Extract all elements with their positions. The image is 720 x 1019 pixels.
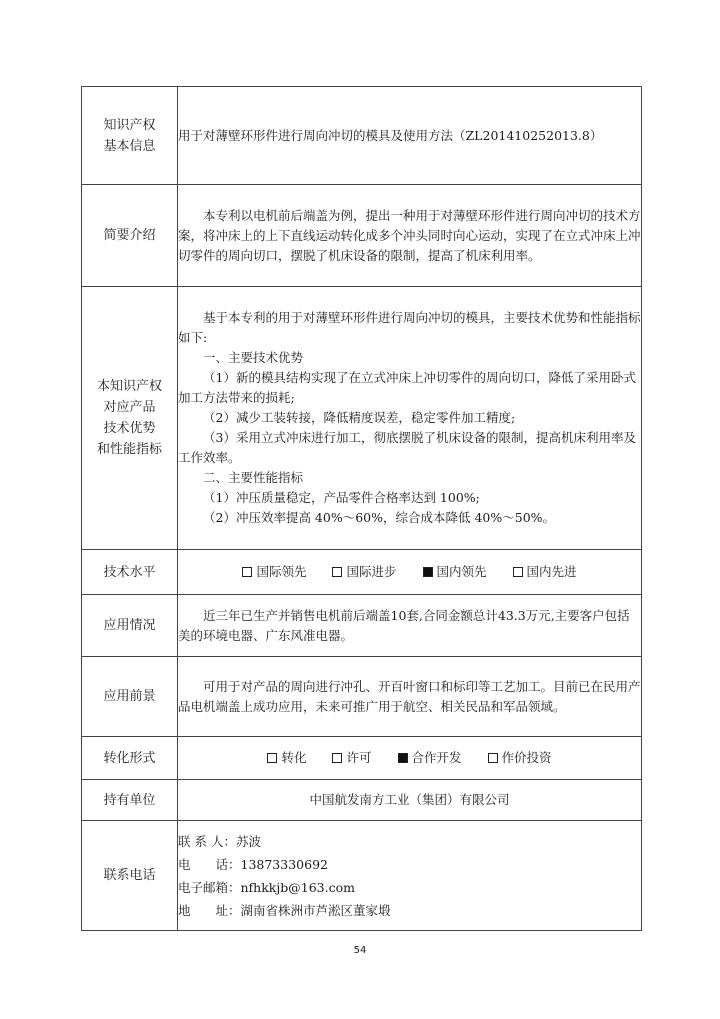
holder-name: 中国航发南方工业（集团）有限公司 xyxy=(309,792,510,807)
option-label: 国际进步 xyxy=(346,564,397,579)
option-transfer xyxy=(267,748,306,768)
label-holder xyxy=(82,780,178,821)
advantage-item-1: （1）新的模具结构实现了在立式冲床上冲切零件的周向切口，降低了采用卧式加工方法带来的损耗; xyxy=(178,370,636,405)
contact-address: 地 址：湖南省株洲市芦淞区董家塅 xyxy=(178,902,391,918)
summary-text: 本专利以电机前后端盖为例，提出一种用于对薄壁环形件进行周向冲切的技术方案，将冲床上的上下直线运动转化成多个冲头同时向心运动，实现了在立式冲床上冲切零件的周向切口，摆脱了机床设备的限制，提高了机床利用率。 xyxy=(178,207,641,263)
cell-basic-info xyxy=(178,87,642,185)
option-domestic-advanced xyxy=(513,562,577,582)
label-line: 和性能指标 xyxy=(96,442,162,457)
advantages-heading-2: 二、主要性能指标 xyxy=(203,470,304,485)
label-prospect xyxy=(82,657,178,737)
label-summary xyxy=(82,185,178,287)
label-basic-info xyxy=(82,87,178,185)
info-table xyxy=(81,86,642,931)
checkbox-icon xyxy=(242,567,252,577)
label-line: 应用前景 xyxy=(103,689,156,704)
patent-title: 用于对薄壁环形件进行周向冲切的模具及使用方法（ZL201410252013.8） xyxy=(178,127,603,143)
cell-transform xyxy=(178,737,642,780)
cell-tech-level xyxy=(178,550,642,595)
option-label: 国内先进 xyxy=(526,564,577,579)
option-label: 国内领先 xyxy=(436,564,487,579)
row-basic-info xyxy=(82,87,642,185)
label-line: 技术水平 xyxy=(103,564,156,580)
option-label: 作价投资 xyxy=(501,750,552,765)
checkbox-icon xyxy=(332,567,342,577)
option-label: 国际领先 xyxy=(256,564,307,579)
advantage-item-2: （2）减少工装转接，降低精度误差，稳定零件加工精度; xyxy=(203,410,516,425)
row-contact xyxy=(82,821,642,931)
label-line: 本知识产权 xyxy=(96,379,162,394)
row-prospect xyxy=(82,657,642,737)
cell-advantages xyxy=(178,287,642,550)
label-tech-level xyxy=(82,550,178,595)
checkbox-checked-icon xyxy=(398,753,408,763)
option-domestic-leading xyxy=(423,562,487,582)
cell-holder xyxy=(178,780,642,821)
cell-application xyxy=(178,595,642,657)
option-cooperation xyxy=(398,748,462,768)
label-line: 技术优势 xyxy=(103,421,156,436)
label-line: 联系电话 xyxy=(103,868,156,883)
tech-level-options xyxy=(178,562,641,582)
cell-contact xyxy=(178,821,642,931)
checkbox-icon xyxy=(267,753,277,763)
option-international-leading xyxy=(242,562,306,582)
label-line: 持有单位 xyxy=(103,792,156,808)
option-label: 许可 xyxy=(346,750,372,765)
advantages-intro: 基于本专利的用于对薄壁环形件进行周向冲切的模具，主要技术优势和性能指标如下: xyxy=(178,310,641,345)
contact-phone: 电 话：13873330692 xyxy=(178,856,328,872)
row-application xyxy=(82,595,642,657)
row-tech-level xyxy=(82,550,642,595)
contact-email: 电子邮箱：nfhkkjb@163.com xyxy=(178,879,355,895)
label-transform xyxy=(82,737,178,780)
performance-item-1: （1）冲压质量稳定，产品零件合格率达到 100%; xyxy=(203,490,480,505)
label-line: 应用情况 xyxy=(103,618,156,633)
option-license xyxy=(332,748,371,768)
performance-item-2: （2）冲压效率提高 40%～60%，综合成本降低 40%～50%。 xyxy=(203,510,556,525)
option-investment xyxy=(488,748,552,768)
page-number: 54 xyxy=(353,945,367,956)
row-advantages xyxy=(82,287,642,550)
label-application xyxy=(82,595,178,657)
checkbox-checked-icon xyxy=(423,567,433,577)
contact-person: 联 系 人：苏波 xyxy=(178,833,261,849)
label-line: 对应产品 xyxy=(103,400,156,415)
option-label: 转化 xyxy=(281,750,307,765)
label-line: 基本信息 xyxy=(103,138,156,154)
advantage-item-3: （3）采用立式冲床进行加工，彻底摆脱了机床设备的限制，提高机床利用率及工作效率。 xyxy=(178,430,636,465)
label-line: 转化形式 xyxy=(103,750,156,766)
label-contact xyxy=(82,821,178,931)
prospect-text: 可用于对产品的周向进行冲孔、开百叶窗口和标印等工艺加工。目前已在民用产品电机端盖上成功应用，未来可推广用于航空、相关民品和军品领域。 xyxy=(178,678,641,714)
label-advantages xyxy=(82,287,178,550)
application-text: 近三年已生产并销售电机前后端盖10套,合同金额总计43.3万元,主要客户包括美的环境电器、广东风准电器。 xyxy=(178,607,630,643)
option-international-progress xyxy=(332,562,396,582)
row-summary xyxy=(82,185,642,287)
row-transform xyxy=(82,737,642,780)
checkbox-icon xyxy=(513,567,523,577)
label-line: 简要介绍 xyxy=(103,228,156,243)
checkbox-icon xyxy=(332,753,342,763)
row-holder xyxy=(82,780,642,821)
cell-prospect xyxy=(178,657,642,737)
advantages-heading-1: 一、主要技术优势 xyxy=(203,350,304,365)
checkbox-icon xyxy=(488,753,498,763)
option-label: 合作开发 xyxy=(411,750,462,765)
label-line: 知识产权 xyxy=(103,117,156,133)
cell-summary xyxy=(178,185,642,287)
transform-options xyxy=(178,748,641,768)
